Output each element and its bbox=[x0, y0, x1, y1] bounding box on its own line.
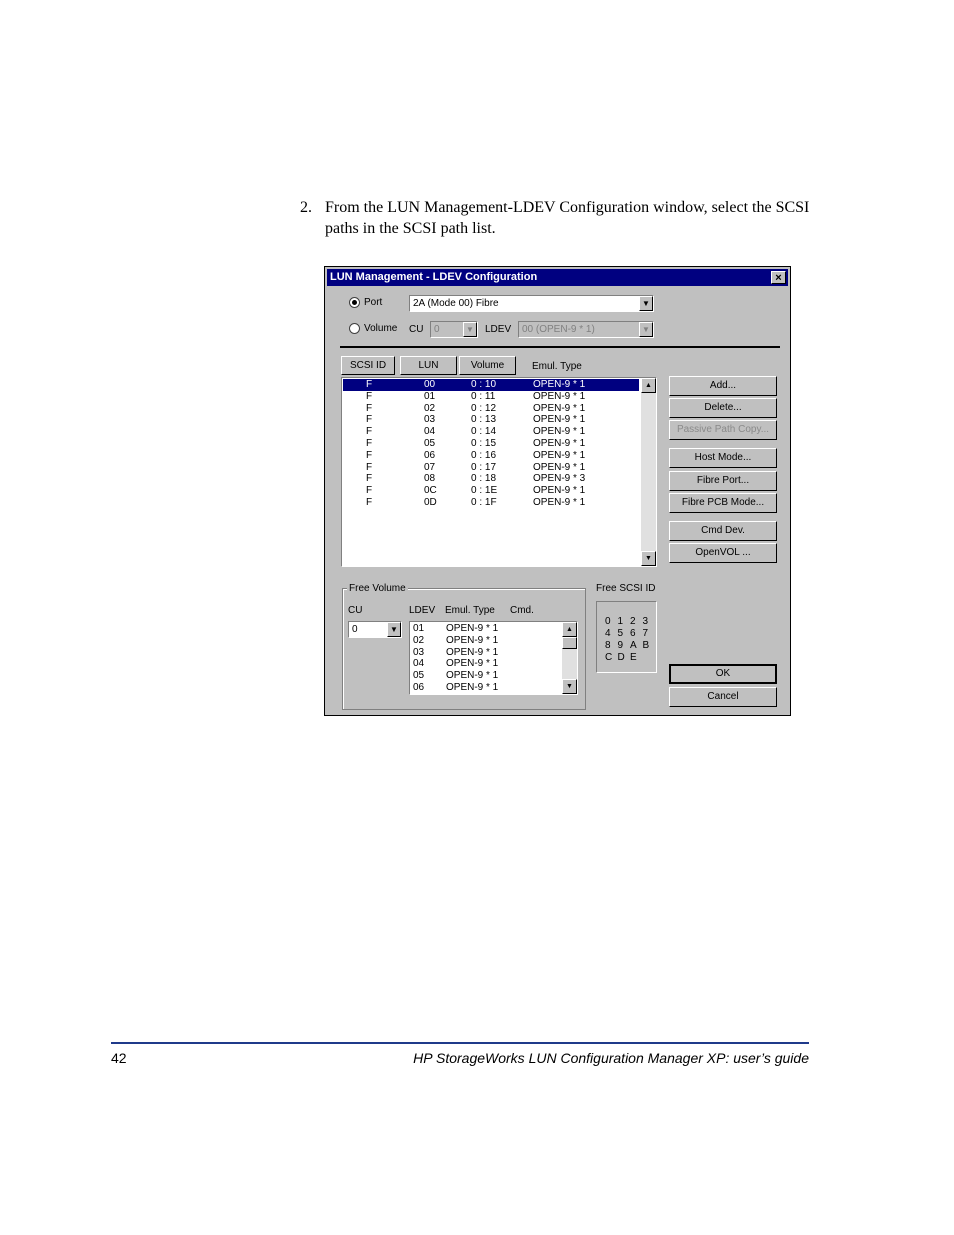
free-scsi-id: 5 bbox=[617, 628, 624, 639]
free-scsi-id: 9 bbox=[617, 640, 624, 651]
ok-button[interactable]: OK bbox=[669, 664, 777, 684]
free-scsi-id: 3 bbox=[642, 616, 649, 627]
free-cell-emul: OPEN-9 * 1 bbox=[446, 623, 499, 634]
scsi-path-row[interactable] bbox=[343, 391, 639, 403]
free-scsi-id: 1 bbox=[617, 616, 624, 627]
path-cell-lun: 00 bbox=[424, 379, 436, 390]
step-number: 2. bbox=[300, 199, 312, 216]
free-cell-emul: OPEN-9 * 1 bbox=[446, 682, 499, 693]
close-icon[interactable]: × bbox=[771, 271, 786, 284]
path-cell-emul: OPEN-9 * 1 bbox=[533, 379, 586, 390]
scroll-up-icon[interactable]: ▲ bbox=[641, 378, 656, 393]
free-volume-row[interactable] bbox=[411, 647, 561, 659]
scroll-up-icon[interactable]: ▲ bbox=[562, 622, 577, 637]
scsi-path-row[interactable] bbox=[343, 485, 639, 497]
path-cell-scsi-id: F bbox=[366, 461, 373, 473]
chevron-down-icon[interactable]: ▼ bbox=[387, 622, 401, 637]
footer-rule bbox=[111, 1042, 809, 1044]
cu-select[interactable] bbox=[430, 321, 478, 338]
scsi-path-row[interactable] bbox=[343, 426, 639, 438]
path-cell-emul: OPEN-9 * 1 bbox=[533, 414, 586, 426]
free-scsi-id: 4 bbox=[605, 628, 611, 639]
free-scsi-id: 6 bbox=[630, 628, 636, 639]
cu-label: CU bbox=[409, 324, 424, 335]
path-cell-emul: OPEN-9 * 1 bbox=[533, 438, 586, 449]
free-volume-title: Free Volume bbox=[349, 583, 406, 594]
free-scsi-id: E bbox=[630, 652, 637, 663]
path-cell-scsi-id: F bbox=[366, 485, 373, 497]
chevron-down-icon[interactable]: ▼ bbox=[639, 296, 653, 311]
path-cell-volume: 0 : 18 bbox=[471, 473, 497, 485]
path-cell-lun: 0D bbox=[424, 497, 437, 508]
free-cell-ldev: 04 bbox=[413, 658, 425, 670]
scsi-path-row[interactable] bbox=[343, 497, 639, 509]
cu-select-value: 0 bbox=[434, 324, 440, 335]
free-scsi-title: Free SCSI ID bbox=[596, 583, 656, 594]
cmd-dev-button[interactable]: Cmd Dev. bbox=[669, 521, 777, 541]
header-lun[interactable]: LUN bbox=[400, 356, 457, 375]
free-scsi-id: C bbox=[605, 652, 613, 663]
free-scsi-id: 2 bbox=[630, 616, 636, 627]
path-cell-volume: 0 : 11 bbox=[471, 390, 496, 402]
header-scsi-id[interactable]: SCSI ID bbox=[341, 356, 395, 375]
free-cell-emul: OPEN-9 * 1 bbox=[446, 634, 499, 646]
host-mode-button[interactable]: Host Mode... bbox=[669, 448, 777, 468]
fibre-port-button[interactable]: Fibre Port... bbox=[669, 471, 777, 491]
scsi-path-row[interactable] bbox=[343, 414, 639, 426]
path-cell-emul: OPEN-9 * 1 bbox=[533, 461, 586, 473]
scroll-down-icon[interactable]: ▼ bbox=[562, 679, 577, 694]
path-cell-scsi-id: F bbox=[366, 402, 373, 414]
free-scsi-id: B bbox=[642, 640, 650, 651]
free-cu-select[interactable] bbox=[348, 621, 402, 638]
path-cell-lun: 07 bbox=[424, 461, 436, 473]
path-cell-emul: OPEN-9 * 1 bbox=[533, 390, 586, 402]
scsi-path-row[interactable] bbox=[343, 462, 639, 474]
free-scsi-id: 0 bbox=[605, 616, 611, 627]
port-select[interactable] bbox=[409, 295, 654, 312]
path-cell-volume: 0 : 13 bbox=[471, 414, 497, 426]
path-cell-volume: 0 : 17 bbox=[471, 461, 497, 473]
path-cell-lun: 05 bbox=[424, 438, 436, 449]
free-scsi-id: D bbox=[617, 652, 625, 663]
scsi-path-row[interactable] bbox=[343, 450, 639, 462]
free-scsi-id: 7 bbox=[642, 628, 649, 639]
port-radio-label: Port bbox=[364, 297, 383, 308]
openvol-button[interactable]: OpenVOL ... bbox=[669, 543, 777, 563]
free-volume-row[interactable] bbox=[411, 682, 561, 694]
free-volume-row[interactable] bbox=[411, 635, 561, 647]
volume-radio[interactable] bbox=[349, 323, 360, 334]
free-ldev-header: LDEV bbox=[409, 605, 436, 616]
free-volume-list[interactable] bbox=[409, 621, 578, 695]
free-scsi-id: A bbox=[630, 640, 637, 651]
header-emul-type: Emul. Type bbox=[532, 361, 582, 372]
path-cell-lun: 06 bbox=[424, 449, 436, 461]
footer-title: HP StorageWorks LUN Configuration Manager XP: user’s guide bbox=[413, 1050, 809, 1066]
path-cell-scsi-id: F bbox=[366, 414, 373, 426]
cancel-button[interactable]: Cancel bbox=[669, 687, 777, 707]
step-text: From the LUN Management-LDEV Configuration window, select the SCSI paths in the SCSI path list. bbox=[325, 199, 810, 237]
path-cell-lun: 03 bbox=[424, 414, 436, 426]
header-volume[interactable]: Volume bbox=[459, 356, 516, 375]
ldev-select-value: 00 (OPEN-9 * 1) bbox=[522, 324, 595, 335]
scsi-path-list[interactable] bbox=[341, 377, 657, 567]
path-cell-scsi-id: F bbox=[366, 438, 373, 449]
path-list-scrollbar[interactable] bbox=[641, 378, 656, 566]
fibre-pcb-mode-button[interactable]: Fibre PCB Mode... bbox=[669, 493, 777, 513]
free-list-scrollbar[interactable] bbox=[562, 622, 577, 694]
port-radio[interactable] bbox=[349, 297, 360, 308]
path-cell-volume: 0 : 1F bbox=[471, 497, 497, 508]
free-cell-ldev: 01 bbox=[413, 623, 425, 634]
scroll-down-icon[interactable]: ▼ bbox=[641, 551, 656, 566]
add-button[interactable]: Add... bbox=[669, 376, 777, 396]
path-cell-emul: OPEN-9 * 3 bbox=[533, 473, 586, 485]
port-select-value: 2A (Mode 00) Fibre bbox=[413, 298, 499, 309]
free-cell-ldev: 05 bbox=[413, 670, 425, 682]
path-cell-lun: 01 bbox=[424, 390, 436, 402]
free-scsi-grid bbox=[596, 601, 657, 673]
scsi-path-row[interactable] bbox=[343, 379, 639, 391]
chevron-down-icon[interactable]: ▼ bbox=[463, 322, 477, 337]
dialog-title: LUN Management - LDEV Configuration bbox=[330, 271, 538, 283]
free-cu-label: CU bbox=[348, 605, 363, 616]
lun-management-dialog bbox=[324, 266, 791, 716]
path-cell-volume: 0 : 1E bbox=[471, 485, 498, 497]
path-cell-emul: OPEN-9 * 1 bbox=[533, 402, 586, 414]
free-cell-emul: OPEN-9 * 1 bbox=[446, 670, 499, 682]
path-cell-lun: 08 bbox=[424, 473, 436, 485]
path-cell-lun: 0C bbox=[424, 485, 437, 497]
path-cell-emul: OPEN-9 * 1 bbox=[533, 497, 586, 508]
free-scsi-id: 8 bbox=[605, 640, 611, 651]
path-cell-volume: 0 : 15 bbox=[471, 438, 497, 449]
free-cell-ldev: 02 bbox=[413, 634, 425, 646]
free-cu-select-value: 0 bbox=[352, 624, 358, 635]
separator bbox=[340, 346, 780, 348]
path-cell-lun: 04 bbox=[424, 426, 436, 438]
path-cell-volume: 0 : 16 bbox=[471, 449, 497, 461]
free-cmd-header: Cmd. bbox=[510, 605, 534, 616]
scsi-path-row[interactable] bbox=[343, 438, 639, 450]
page-number: 42 bbox=[111, 1050, 127, 1066]
ldev-select[interactable] bbox=[518, 321, 654, 338]
free-volume-row[interactable] bbox=[411, 658, 561, 670]
path-cell-scsi-id: F bbox=[366, 426, 373, 438]
free-cell-emul: OPEN-9 * 1 bbox=[446, 646, 499, 658]
path-cell-lun: 02 bbox=[424, 402, 436, 414]
delete-button[interactable]: Delete... bbox=[669, 398, 777, 418]
volume-radio-label: Volume bbox=[364, 323, 398, 334]
path-cell-scsi-id: F bbox=[366, 449, 373, 461]
path-cell-emul: OPEN-9 * 1 bbox=[533, 485, 586, 497]
free-volume-row[interactable] bbox=[411, 670, 561, 682]
free-cell-emul: OPEN-9 * 1 bbox=[446, 658, 499, 670]
path-cell-emul: OPEN-9 * 1 bbox=[533, 449, 586, 461]
ldev-label: LDEV bbox=[485, 324, 512, 335]
chevron-down-icon[interactable]: ▼ bbox=[639, 322, 653, 337]
path-cell-scsi-id: F bbox=[366, 390, 373, 402]
path-cell-volume: 0 : 12 bbox=[471, 402, 497, 414]
scroll-thumb[interactable] bbox=[562, 637, 577, 649]
scsi-path-row[interactable] bbox=[343, 403, 639, 415]
passive-path-copy-button[interactable]: Passive Path Copy... bbox=[669, 420, 777, 440]
free-volume-row[interactable] bbox=[411, 623, 561, 635]
dialog-title-bar[interactable] bbox=[327, 269, 788, 286]
path-cell-scsi-id: F bbox=[366, 473, 373, 485]
free-cell-ldev: 06 bbox=[413, 682, 425, 693]
scsi-path-row[interactable] bbox=[343, 473, 639, 485]
free-cell-ldev: 03 bbox=[413, 646, 425, 658]
path-cell-volume: 0 : 14 bbox=[471, 426, 497, 438]
free-emul-header: Emul. Type bbox=[445, 605, 495, 616]
path-cell-emul: OPEN-9 * 1 bbox=[533, 426, 586, 438]
path-cell-volume: 0 : 10 bbox=[471, 379, 497, 390]
path-cell-scsi-id: F bbox=[366, 379, 373, 390]
path-cell-scsi-id: F bbox=[366, 497, 373, 508]
